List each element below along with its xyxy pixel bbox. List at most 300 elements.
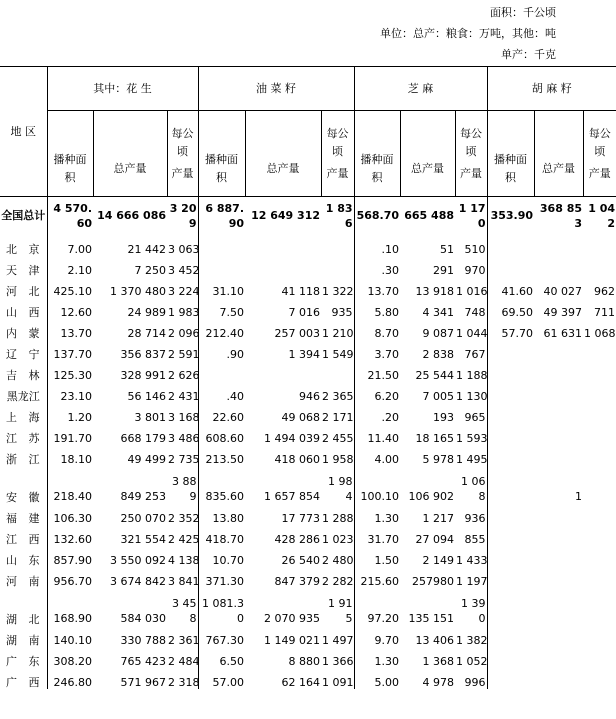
value-cell: 1 149 021 <box>264 633 320 647</box>
value-cell: 13.70 <box>367 284 400 298</box>
sesame-area-label: 播种面积 <box>360 152 394 184</box>
value-cell: 418.70 <box>205 532 244 546</box>
value-cell: 935 <box>321 298 354 319</box>
value-cell: 3 841 <box>167 567 198 588</box>
value-cell: 25 544 <box>415 368 455 382</box>
value-cell: 608.60 <box>205 431 244 445</box>
value-cell: 14 666 086 <box>97 209 166 223</box>
value-cell: 857.90 <box>53 553 92 567</box>
value-cell <box>487 382 534 403</box>
value-cell: 4 978 <box>422 675 455 689</box>
flaxseed-area-label: 播种面积 <box>494 152 528 184</box>
value-cell: 2 425 <box>167 525 198 546</box>
value-cell: 12 649 312 <box>251 209 320 223</box>
value-cell: 2 096 <box>167 319 198 340</box>
value-cell: 3 458 <box>167 588 198 626</box>
value-cell: 1 494 039 <box>264 431 320 445</box>
value-cell: 23.10 <box>60 389 92 403</box>
rapeseed-yield-label: 产量 <box>326 166 349 180</box>
sesame-output-label: 总产量 <box>411 161 445 175</box>
value-cell: 321 554 <box>120 532 166 546</box>
table-row <box>0 567 616 588</box>
value-cell <box>534 361 583 382</box>
value-cell: 3 168 <box>167 403 198 424</box>
value-cell <box>487 626 534 647</box>
value-cell: 353.90 <box>490 209 534 223</box>
value-cell <box>583 504 616 525</box>
rapeseed-yield-top: 每公顷 <box>326 126 349 158</box>
value-cell: 62 164 <box>281 675 320 689</box>
region-cell: 内 蒙 <box>0 319 47 340</box>
value-cell: 2 365 <box>321 382 354 403</box>
value-cell: 1 836 <box>321 197 354 235</box>
value-cell: 26 540 <box>281 553 320 567</box>
value-cell <box>583 340 616 361</box>
value-cell <box>534 546 583 567</box>
value-cell: 3.70 <box>374 347 400 361</box>
value-cell: 132.60 <box>53 532 92 546</box>
value-cell: 106.30 <box>53 511 92 525</box>
value-cell: 56 146 <box>127 389 166 403</box>
value-cell: 41 118 <box>281 284 320 298</box>
value-cell: 568.70 <box>356 209 400 223</box>
value-cell: 5.00 <box>374 675 400 689</box>
flaxseed-output-header <box>534 111 583 197</box>
value-cell: 428 286 <box>274 532 320 546</box>
table-row <box>0 466 616 504</box>
value-cell: 7.50 <box>219 305 244 319</box>
value-cell: 13.70 <box>60 326 92 340</box>
value-cell: 2 361 <box>167 626 198 647</box>
value-cell: 2 838 <box>422 347 455 361</box>
sesame-yield-top: 每公顷 <box>460 126 483 158</box>
value-cell: 2 352 <box>167 504 198 525</box>
value-cell <box>583 424 616 445</box>
value-cell <box>534 504 583 525</box>
value-cell: 24 989 <box>127 305 166 319</box>
value-cell: 2 282 <box>321 567 354 588</box>
value-cell: 1 497 <box>321 626 354 647</box>
value-cell: 3 674 842 <box>110 574 166 588</box>
peanut-group-header: 其中：花 生 <box>47 67 198 111</box>
value-cell: 1 052 <box>455 647 487 668</box>
value-cell <box>487 403 534 424</box>
value-cell: 1 366 <box>321 647 354 668</box>
table-row <box>0 403 616 424</box>
table-row <box>0 668 616 689</box>
value-cell: 7 250 <box>134 263 166 277</box>
value-cell: 8 880 <box>288 654 320 668</box>
value-cell: 1 188 <box>455 361 487 382</box>
region-cell: 浙 江 <box>0 445 47 466</box>
value-cell <box>583 525 616 546</box>
value-cell: 51 <box>440 242 455 256</box>
rapeseed-area-header <box>198 111 245 197</box>
value-cell: 946 <box>299 389 320 403</box>
value-cell: 4 341 <box>422 305 455 319</box>
value-cell: 1 657 854 <box>264 489 320 503</box>
value-cell: 1 068 <box>584 326 616 340</box>
value-cell <box>487 466 534 504</box>
value-cell: 13.80 <box>212 511 244 525</box>
unit-output-note: 单位：总产：粮食：万吨，其他：吨 <box>380 27 556 40</box>
value-cell: 330 788 <box>120 633 166 647</box>
value-cell <box>534 668 583 689</box>
flaxseed-group-header <box>487 67 616 111</box>
value-cell: 21 442 <box>127 242 166 256</box>
value-cell: 5.80 <box>374 305 400 319</box>
flaxseed-yield-top: 每公顷 <box>588 126 611 158</box>
value-cell: 13 406 <box>415 633 455 647</box>
value-cell: 137.70 <box>53 347 92 361</box>
value-cell: 31.70 <box>367 532 400 546</box>
value-cell <box>583 361 616 382</box>
region-cell: 广 西 <box>0 668 47 689</box>
peanut-output-label: 总产量 <box>113 161 147 175</box>
rapeseed-area-label: 播种面积 <box>205 152 238 184</box>
value-cell <box>321 361 354 382</box>
value-cell <box>583 588 616 626</box>
region-cell: 湖 北 <box>0 588 47 626</box>
table-row <box>0 445 616 466</box>
value-cell <box>487 445 534 466</box>
value-cell <box>198 235 245 256</box>
value-cell: 1 023 <box>321 525 354 546</box>
value-cell: 106 902 <box>408 489 455 503</box>
table-row <box>0 525 616 546</box>
value-cell: 765 423 <box>120 654 166 668</box>
value-cell <box>198 256 245 277</box>
value-cell: 1 984 <box>321 466 354 504</box>
value-cell: 4 570.60 <box>53 201 92 230</box>
value-cell: 5 978 <box>422 452 455 466</box>
value-cell <box>487 361 534 382</box>
value-cell: 1 593 <box>455 424 487 445</box>
value-cell: .20 <box>381 410 400 424</box>
value-cell: 665 488 <box>404 209 455 223</box>
value-cell <box>534 567 583 588</box>
value-cell: 1 130 <box>455 382 487 403</box>
table-body <box>0 197 616 689</box>
value-cell: 7 016 <box>288 305 320 319</box>
table-row <box>0 626 616 647</box>
value-cell: 49 499 <box>127 452 166 466</box>
value-cell: 1 068 <box>455 466 487 504</box>
value-cell: 1 958 <box>321 445 354 466</box>
region-cell: 湖 南 <box>0 626 47 647</box>
value-cell <box>487 647 534 668</box>
value-cell: 18.10 <box>60 452 92 466</box>
flaxseed-yield-header <box>583 111 616 197</box>
region-cell: 河 北 <box>0 277 47 298</box>
value-cell: 1 433 <box>455 546 487 567</box>
value-cell: 356 837 <box>120 347 166 361</box>
value-cell <box>583 403 616 424</box>
value-cell <box>487 546 534 567</box>
sesame-yield-header <box>455 111 487 197</box>
rapeseed-output-label: 总产量 <box>266 161 300 175</box>
value-cell: 49 397 <box>543 305 583 319</box>
value-cell <box>583 567 616 588</box>
value-cell: 7 005 <box>422 389 455 403</box>
value-cell <box>487 525 534 546</box>
value-cell: 835.60 <box>205 489 244 503</box>
value-cell: 21.50 <box>367 368 400 382</box>
table-row <box>0 546 616 567</box>
value-cell: 125.30 <box>53 368 92 382</box>
value-cell <box>583 235 616 256</box>
value-cell: 748 <box>455 298 487 319</box>
table-row <box>0 298 616 319</box>
value-cell: 767 <box>455 340 487 361</box>
value-cell: 11.40 <box>367 431 400 445</box>
value-cell: 135 151 <box>408 611 455 625</box>
region-cell: 广 东 <box>0 647 47 668</box>
value-cell: 41.60 <box>501 284 534 298</box>
value-cell: 1 390 <box>455 588 487 626</box>
value-cell: 57.70 <box>501 326 534 340</box>
value-cell <box>583 256 616 277</box>
region-cell: 天 津 <box>0 256 47 277</box>
unit-yield-note: 单产：千克 <box>501 48 556 61</box>
value-cell <box>534 235 583 256</box>
value-cell: 9.70 <box>374 633 400 647</box>
peanut-yield-label: 产量 <box>171 166 194 180</box>
value-cell: 7.00 <box>67 242 92 256</box>
sesame-area-header <box>354 111 400 197</box>
value-cell: 1 394 <box>288 347 320 361</box>
value-cell: 1 495 <box>455 445 487 466</box>
value-cell: 1.30 <box>374 654 400 668</box>
rapeseed-output-header <box>245 111 321 197</box>
value-cell: 1 370 480 <box>110 284 166 298</box>
value-cell: 3 801 <box>134 410 166 424</box>
value-cell: 418 060 <box>274 452 320 466</box>
value-cell <box>583 668 616 689</box>
value-cell: 28 714 <box>127 326 166 340</box>
value-cell: 1.20 <box>67 410 92 424</box>
value-cell <box>245 256 321 277</box>
sesame-output-header <box>400 111 455 197</box>
table-row <box>0 504 616 525</box>
value-cell: 57.00 <box>212 675 244 689</box>
value-cell: 69.50 <box>501 305 534 319</box>
region-cell: 北 京 <box>0 235 47 256</box>
value-cell <box>583 626 616 647</box>
value-cell <box>321 235 354 256</box>
value-cell: 584 030 <box>120 611 166 625</box>
value-cell: 140.10 <box>53 633 92 647</box>
value-cell <box>534 588 583 626</box>
value-cell: 3 063 <box>167 235 198 256</box>
value-cell: .40 <box>226 389 244 403</box>
value-cell <box>534 403 583 424</box>
value-cell: 1 915 <box>321 588 354 626</box>
value-cell: 2 626 <box>167 361 198 382</box>
value-cell: 1 549 <box>321 340 354 361</box>
value-cell <box>534 382 583 403</box>
value-cell: 328 991 <box>120 368 166 382</box>
value-cell: 1.50 <box>374 553 400 567</box>
flaxseed-area-header <box>487 111 534 197</box>
value-cell: 849 253 <box>120 489 166 503</box>
region-cell: 山 西 <box>0 298 47 319</box>
value-cell: 1 091 <box>321 668 354 689</box>
value-cell: 2 149 <box>422 553 455 567</box>
value-cell <box>487 504 534 525</box>
value-cell: 2 431 <box>167 382 198 403</box>
value-cell: 6 887.90 <box>205 201 244 230</box>
value-cell: 936 <box>455 504 487 525</box>
value-cell <box>487 588 534 626</box>
value-cell: 1 382 <box>455 626 487 647</box>
total-row <box>0 197 616 235</box>
value-cell: 27 094 <box>415 532 455 546</box>
region-cell: 上 海 <box>0 403 47 424</box>
value-cell: 10.70 <box>212 553 244 567</box>
value-cell: 8.70 <box>374 326 400 340</box>
region-cell: 安 徽 <box>0 466 47 504</box>
value-cell <box>534 424 583 445</box>
value-cell: 1.30 <box>374 511 400 525</box>
value-cell: 711 <box>594 305 616 319</box>
value-cell <box>487 235 534 256</box>
region-cell: 全国总计 <box>0 197 47 235</box>
peanut-output-header <box>93 111 167 197</box>
value-cell: 3 224 <box>167 277 198 298</box>
value-cell: 1 042 <box>588 201 616 230</box>
value-cell: 847 379 <box>274 574 320 588</box>
region-header: 地 区 <box>0 67 47 197</box>
table-row <box>0 256 616 277</box>
value-cell: 3 209 <box>167 197 198 235</box>
value-cell: 6.20 <box>374 389 400 403</box>
flaxseed-output-label: 总产量 <box>542 161 576 175</box>
value-cell: 767.30 <box>205 633 244 647</box>
value-cell: 1 322 <box>321 277 354 298</box>
value-cell <box>245 361 321 382</box>
value-cell: 3 486 <box>167 424 198 445</box>
value-cell: 970 <box>455 256 487 277</box>
value-cell: 250 070 <box>120 511 166 525</box>
value-cell <box>487 424 534 445</box>
sesame-yield-label: 产量 <box>460 166 483 180</box>
value-cell: 1 983 <box>167 298 198 319</box>
value-cell: 3 452 <box>167 256 198 277</box>
value-cell: 2 070 935 <box>264 611 320 625</box>
value-cell: 1 217 <box>422 511 455 525</box>
table-row <box>0 647 616 668</box>
region-cell: 辽 宁 <box>0 340 47 361</box>
value-cell: .10 <box>381 242 400 256</box>
value-cell <box>534 647 583 668</box>
peanut-area-label: 播种面积 <box>53 152 87 184</box>
value-cell: 2 480 <box>321 546 354 567</box>
peanut-yield-header <box>167 111 198 197</box>
unit-area-note: 面积：千公顷 <box>490 6 556 19</box>
flaxseed-yield-label: 产量 <box>588 166 611 180</box>
table-row <box>0 382 616 403</box>
value-cell: 1 081.30 <box>202 596 244 625</box>
region-cell: 福 建 <box>0 504 47 525</box>
value-cell: 1 170 <box>455 197 487 235</box>
table-row <box>0 588 616 626</box>
value-cell: 257980 <box>412 574 455 588</box>
value-cell: 1 <box>575 489 583 503</box>
value-cell: 97.20 <box>367 611 400 625</box>
region-cell: 山 东 <box>0 546 47 567</box>
value-cell: 371.30 <box>205 574 244 588</box>
value-cell <box>245 235 321 256</box>
table-row <box>0 277 616 298</box>
value-cell: 2 735 <box>167 445 198 466</box>
table-row <box>0 340 616 361</box>
value-cell: 3 550 092 <box>110 553 166 567</box>
table-row <box>0 361 616 382</box>
value-cell: 2 318 <box>167 668 198 689</box>
value-cell <box>534 340 583 361</box>
region-cell: 江 苏 <box>0 424 47 445</box>
region-cell: 江 西 <box>0 525 47 546</box>
value-cell: 2 171 <box>321 403 354 424</box>
sesame-group-header: 芝 麻 <box>354 67 487 111</box>
table-row <box>0 424 616 445</box>
value-cell: 855 <box>455 525 487 546</box>
flaxseed-group-label: 胡 麻 籽 <box>531 81 572 95</box>
value-cell: 425.10 <box>53 284 92 298</box>
value-cell: 996 <box>455 668 487 689</box>
value-cell: 9 087 <box>422 326 455 340</box>
value-cell: 191.70 <box>53 431 92 445</box>
rapeseed-yield-header <box>321 111 354 197</box>
value-cell: 257 003 <box>274 326 320 340</box>
region-cell: 河 南 <box>0 567 47 588</box>
value-cell <box>198 361 245 382</box>
value-cell: 291 <box>433 263 455 277</box>
value-cell: 510 <box>455 235 487 256</box>
value-cell: 13 918 <box>415 284 455 298</box>
value-cell: 6.50 <box>219 654 244 668</box>
value-cell <box>534 256 583 277</box>
value-cell: 3 889 <box>167 466 198 504</box>
value-cell: 965 <box>455 403 487 424</box>
value-cell: 31.10 <box>212 284 244 298</box>
value-cell: 571 967 <box>120 675 166 689</box>
value-cell <box>583 546 616 567</box>
value-cell: 1 210 <box>321 319 354 340</box>
value-cell: 956.70 <box>53 574 92 588</box>
value-cell: 212.40 <box>205 326 244 340</box>
value-cell: 40 027 <box>543 284 583 298</box>
region-cell: 黑龙江 <box>0 382 47 403</box>
value-cell: 213.50 <box>205 452 244 466</box>
value-cell: 18 165 <box>415 431 455 445</box>
table-row <box>0 235 616 256</box>
value-cell <box>534 445 583 466</box>
rapeseed-group-header: 油 菜 籽 <box>198 67 354 111</box>
value-cell: 668 179 <box>120 431 166 445</box>
value-cell: 368 853 <box>539 201 583 230</box>
peanut-yield-top: 每公顷 <box>171 126 194 158</box>
value-cell: 1 288 <box>321 504 354 525</box>
value-cell <box>487 256 534 277</box>
value-cell: 4.00 <box>374 452 400 466</box>
value-cell: 1 368 <box>422 654 455 668</box>
region-cell: 吉 林 <box>0 361 47 382</box>
value-cell <box>534 626 583 647</box>
value-cell: .90 <box>226 347 244 361</box>
table-row <box>0 319 616 340</box>
